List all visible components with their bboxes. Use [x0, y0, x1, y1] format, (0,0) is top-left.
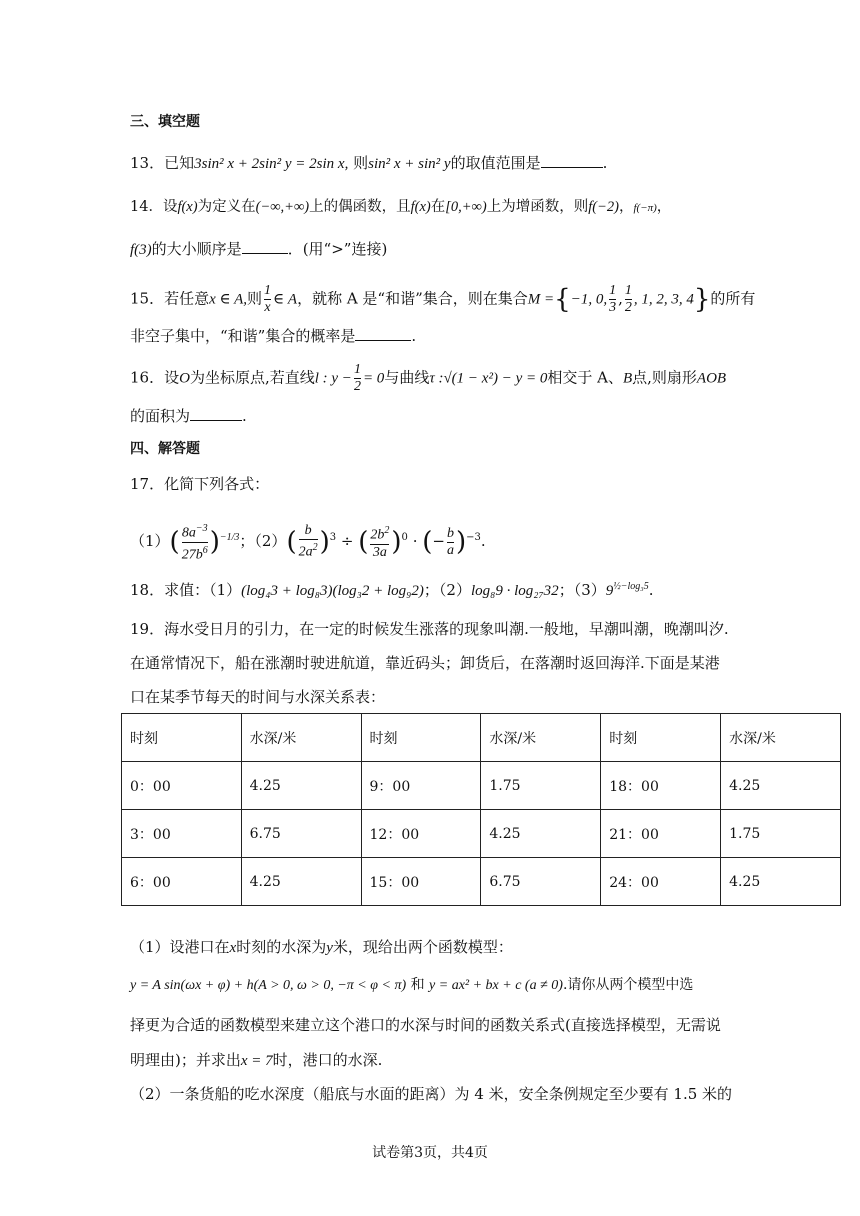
q16-sector: AOB: [696, 370, 727, 387]
q16-text-2: 为坐标原点,若直线: [189, 368, 315, 387]
q17-fraction-1: $\frac{8a^{-3}}{27b^6}$: [181, 522, 208, 563]
table-header-cell: 时刻: [601, 714, 721, 762]
q19-and: 和: [410, 977, 425, 993]
q14-fx-2: f(x): [410, 199, 431, 215]
q16-curve-name: τ :: [429, 370, 444, 387]
table-cell: 6.75: [481, 858, 601, 906]
q17-number: 17．: [130, 475, 165, 493]
q16-text-5: 点,则扇形: [632, 368, 697, 387]
table-cell: 4.25: [481, 810, 601, 858]
q14-f-negpi: f(−π): [633, 202, 657, 214]
table-header-row: [122, 714, 841, 762]
q19-sub-2: （2）一条货船的吃水深度（船底与水面的距离）为 4 米，安全条例规定至少要有 1.5 米的: [130, 1085, 733, 1103]
tide-table: [121, 713, 841, 906]
q13-expression: sin² x + sin² y: [368, 156, 451, 172]
q19-x-equals-7: x = 7: [240, 1053, 273, 1069]
q15-set-name: M =: [527, 291, 555, 308]
table-row: [122, 762, 841, 810]
question-19: [130, 617, 740, 641]
q19-number: 19．: [130, 620, 165, 638]
q14-text-4: 在: [430, 199, 446, 215]
q19-line-choose: 择更为合适的函数模型来建立这个港口的水深与时间的函数关系式(直接选择模型，无需说: [130, 1016, 721, 1034]
q16-text-3: 与曲线: [384, 368, 430, 387]
q19-model-sine: y = A sin(ωx + φ) + h(A > 0, ω > 0, −π < φ < π): [130, 978, 407, 993]
q19-line-3: 口在某季节每天的时间与水深关系表：: [130, 688, 386, 706]
q15-text-5: 非空子集中，“和谐”集合的概率是: [130, 327, 356, 345]
q13-text: 已知: [164, 154, 195, 172]
question-15: 15．若任意x ∈ A,则 $\frac{1}{x}$ ∈ A，就称 A 是“和谐”集合，则在集合M ={−1, 0, $\frac{1}{3}$ , $\frac{1}{2}$ , 1, 2, 3, 4}的所有: [130, 283, 756, 315]
q18-period: .: [648, 581, 654, 599]
table-cell: 3：00: [122, 810, 242, 858]
q17-period: .: [480, 532, 486, 550]
table-cell: 18：00: [601, 762, 721, 810]
q15-text-3: ，就称 A 是“和谐”集合，则在集合: [297, 289, 528, 308]
q15-answer-blank: [355, 340, 411, 341]
q16-line-end: = 0: [362, 370, 385, 387]
q16-answer-blank: [190, 420, 242, 421]
table-cell: 24：00: [601, 858, 721, 906]
table-header-cell: 时刻: [122, 714, 242, 762]
table-cell: 1.75: [481, 762, 601, 810]
table-cell: 4.25: [241, 858, 361, 906]
q15-set-items: −1, 0,: [570, 291, 608, 308]
table-header-cell: 水深/米: [721, 714, 841, 762]
q17-fraction-2: $\frac{b}{2a^2}$: [298, 523, 318, 560]
q15-text: 若任意: [164, 289, 210, 308]
q14-sep-2: ，: [656, 199, 672, 215]
q15-text-4: 的所有: [710, 289, 756, 308]
table-row: [122, 810, 841, 858]
q16-curve: √(1 − x²) − y = 0: [443, 370, 548, 387]
q18-expression-1: (log₄3 + log₈3)(log₃2 + log₉2): [241, 583, 424, 599]
section-fill-in-title: 三、填空题: [130, 114, 200, 130]
q14-text: 设: [162, 199, 178, 215]
q17-part-2: ；（2）: [239, 532, 287, 550]
page-footer: 试卷第3页，共4页: [372, 1145, 488, 1161]
q14-hint: ．(用“>”连接): [287, 240, 388, 258]
table-cell: 6.75: [241, 810, 361, 858]
q19-s1-text-5: 时，港口的水深.: [272, 1051, 383, 1069]
q19-s1-text-3: 米，现给出两个函数模型：: [332, 938, 513, 956]
table-cell: 4.25: [241, 762, 361, 810]
q18-number: 18．: [130, 581, 165, 599]
q19-var-y: y: [326, 940, 333, 956]
table-cell: 6：00: [122, 858, 242, 906]
q16-period: .: [242, 407, 247, 425]
q19-line-2: 在通常情况下，船在涨潮时驶进航道，靠近码头；卸货后，在落潮时返回海洋.下面是某港: [130, 654, 720, 672]
table-cell: 1.75: [721, 810, 841, 858]
q18-part-3: ；（3）: [558, 581, 606, 599]
question-17-expressions: （1）( $\frac{8a^{-3}}{27b^6}$ )$^{-1/3}$；（2）( $\frac{b}{2a^2}$ )$^3$ ÷ ( $\frac{2b^2}{3a}$ )$^0$ · (− $\frac{b}{a}$ )$^{-3}$.: [130, 522, 486, 563]
q13-text-2: 则: [353, 154, 369, 172]
q16-fraction-one-half: $\frac{1}{2}$: [353, 362, 361, 394]
question-14-line-2: [130, 237, 740, 262]
q14-answer-blank: [242, 253, 288, 254]
q14-domain: (−∞,+∞): [255, 199, 310, 215]
question-15-line-2: [130, 324, 740, 348]
q15-fraction-one-third: $\frac{1}{3}$: [609, 283, 617, 315]
q14-number: 14．: [130, 199, 163, 215]
q14-text-6: 的大小顺序是: [151, 240, 242, 258]
table-cell: 4.25: [721, 762, 841, 810]
question-16-line-2: [130, 404, 740, 428]
table-row: [122, 858, 841, 906]
q18-exponent: ½−log₃5: [613, 581, 649, 592]
q15-fraction-1-over-x: $\frac{1}{x}$: [264, 283, 272, 315]
q14-sep: ，: [618, 199, 634, 215]
q15-set-rest: , 1, 2, 3, 4: [633, 291, 694, 308]
table-header-cell: 水深/米: [241, 714, 361, 762]
question-14: [130, 195, 740, 220]
q17-text: 化简下列各式：: [164, 475, 270, 493]
q18-text: 求值：（1）: [164, 581, 242, 599]
q15-condition: x ∈ A,: [209, 291, 248, 308]
q17-part-1: （1）: [130, 532, 170, 550]
q19-sub-1: [130, 935, 740, 960]
question-16: [130, 362, 740, 395]
q19-s1-text-2: 时刻的水深为: [236, 938, 327, 956]
table-cell: 21：00: [601, 810, 721, 858]
q16-line: l : y −: [314, 370, 352, 387]
q14-text-2: 为定义在: [197, 199, 256, 215]
q19-models-end: .请你从两个模型中选: [562, 977, 694, 993]
table-cell: 15：00: [361, 858, 481, 906]
q14-f3: f(3): [130, 242, 152, 258]
q13-number: 13．: [130, 154, 165, 172]
q16-text-4: 相交于 A、: [547, 368, 623, 387]
q19-s1-text: （1）设港口在: [130, 938, 230, 956]
question-18: [130, 575, 740, 603]
table-cell: 12：00: [361, 810, 481, 858]
question-17: [130, 472, 740, 496]
q15-number: 15．: [130, 289, 165, 308]
q18-base: 9: [605, 583, 614, 599]
q15-fraction-one-half: $\frac{1}{2}$: [624, 283, 632, 315]
q14-fx: f(x): [177, 199, 198, 215]
question-13: [130, 151, 740, 176]
q16-text: 设: [164, 368, 180, 387]
table-header-cell: 水深/米: [481, 714, 601, 762]
q19-s1-text-4: 明理由)；并求出: [130, 1051, 241, 1069]
q18-expression-2: log₈9 · log₂₇32: [470, 583, 559, 599]
q16-number: 16．: [130, 368, 165, 387]
q13-equation: 3sin² x + 2sin² y = 2sin x,: [194, 156, 349, 172]
q15-text-2: 则: [247, 289, 263, 308]
q16-origin: O: [179, 370, 190, 387]
q19-line-1: 海水受日月的引力，在一定的时候发生涨落的现象叫潮.一般地，早潮叫潮，晚潮叫汐.: [164, 620, 729, 638]
q14-f-neg2: f(−2): [588, 199, 619, 215]
q19-line-x7: [130, 1048, 740, 1073]
q13-text-3: 的取值范围是: [450, 154, 541, 172]
q13-answer-blank: [541, 167, 603, 168]
q14-text-3: 上的偶函数，且: [309, 199, 411, 215]
q18-part-2: ；（2）: [423, 581, 471, 599]
q17-fraction-3: $\frac{2b^2}{3a}$: [370, 525, 390, 560]
q19-var-x: x: [229, 940, 237, 956]
table-cell: 9：00: [361, 762, 481, 810]
section-answer-title: 四、解答题: [130, 441, 200, 457]
q16-text-6: 的面积为: [130, 407, 191, 425]
q16-point-B: B: [622, 370, 633, 387]
q15-period: .: [411, 327, 417, 345]
q17-fraction-4: $\frac{b}{a}$: [446, 525, 454, 558]
q14-text-5: 上为增函数，则: [486, 199, 589, 215]
q13-period: .: [602, 154, 608, 172]
table-cell: 4.25: [721, 858, 841, 906]
q15-in-A: ∈ A: [273, 291, 298, 308]
table-cell: 0：00: [122, 762, 242, 810]
q19-model-quadratic: y = ax² + bx + c (a ≠ 0): [429, 978, 563, 993]
table-header-cell: 时刻: [361, 714, 481, 762]
q19-models: [130, 973, 740, 998]
q14-interval: [0,+∞): [445, 199, 487, 215]
